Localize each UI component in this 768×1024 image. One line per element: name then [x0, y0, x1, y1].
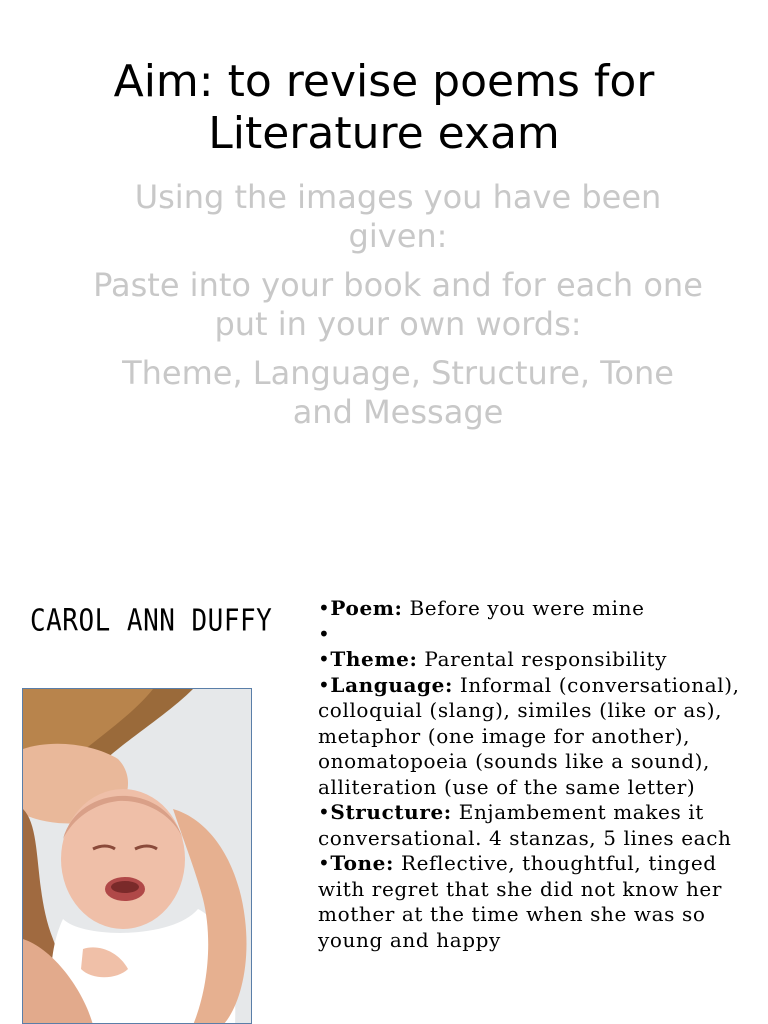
tone-value: Reflective, thoughtful, tinged with regret that she did not know her mother at the time when she was so young and happy [318, 851, 723, 952]
tone-label: Tone: [330, 851, 394, 875]
bullet-icon: • [318, 800, 331, 824]
theme-label: Theme: [330, 647, 418, 671]
slide-instructions [90, 178, 706, 442]
poem-value: Before you were mine [409, 596, 645, 620]
language-value: Informal (conversational), colloquial (slang), similes (like or as), metaphor (one image for another), onomatopoeia (sounds like a sound), alliteration (use of the same letter) [318, 672, 740, 799]
theme-value: Parental responsibility [424, 647, 668, 671]
mother-and-baby-photo [22, 688, 252, 1024]
note-theme [318, 647, 758, 673]
slide-poem-notes [0, 560, 768, 1024]
note-language [318, 673, 758, 801]
note-poem [318, 596, 758, 622]
bullet-icon: • [318, 621, 331, 646]
structure-value: Enjambement makes it conversational. 4 stanzas, 5 lines each [318, 800, 732, 850]
language-label: Language: [330, 672, 453, 697]
poem-analysis-notes [318, 596, 758, 953]
instruction-paragraph-1: Using the images you have been given: [134, 178, 662, 255]
poem-label: Poem: [330, 596, 403, 620]
structure-label: Structure: [330, 800, 452, 824]
note-empty [318, 622, 758, 648]
instruction-paragraph-2: Paste into your book and for each one put in your own words: [93, 266, 703, 343]
note-structure [318, 800, 758, 851]
bullet-icon: • [318, 672, 331, 697]
note-tone [318, 851, 758, 953]
instruction-paragraph-3: Theme, Language, Structure, Tone and Message [122, 354, 674, 431]
bullet-icon: • [318, 596, 331, 620]
poet-name: CAROL ANN DUFFY [30, 604, 273, 639]
bullet-icon: • [318, 851, 331, 875]
slide-title: Aim: to revise poems for Literature exam [113, 56, 655, 159]
bullet-icon: • [318, 647, 331, 671]
